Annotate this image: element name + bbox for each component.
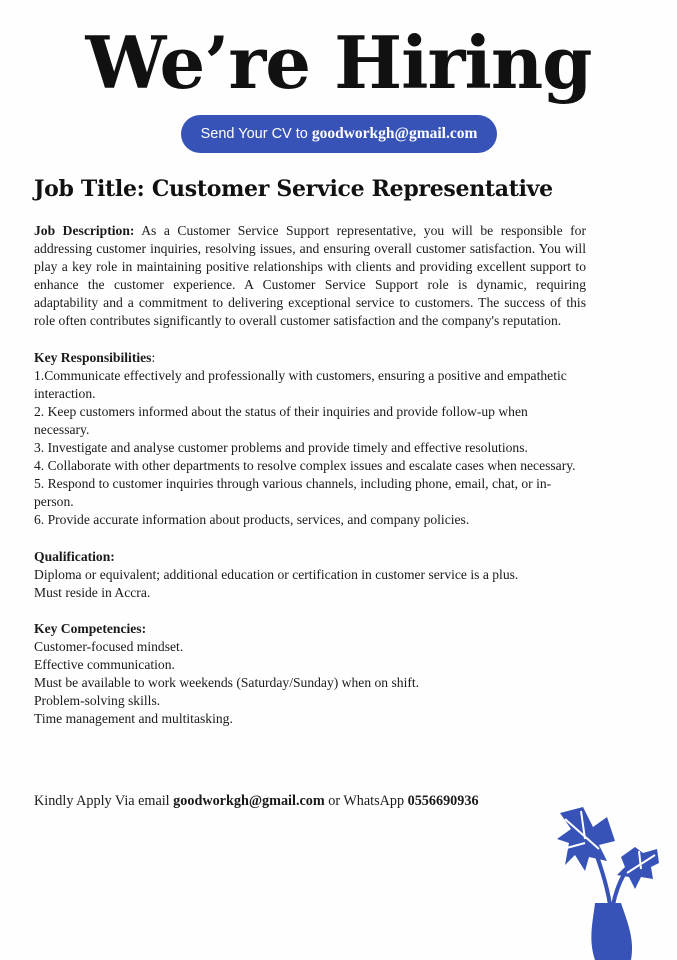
- apply-email[interactable]: goodworkgh@gmail.com: [173, 793, 325, 809]
- flyer-body: [34, 222, 586, 728]
- responsibility-item: 5. Respond to customer inquiries through various channels, including phone, email, chat, or in-person.: [34, 476, 552, 510]
- responsibility-item: 1.Communicate effectively and professionally with customers, ensuring a positive and empathetic interaction.: [34, 367, 567, 401]
- qualification-heading: Qualification:: [34, 548, 115, 564]
- cv-banner-email[interactable]: goodworkgh@gmail.com: [311, 125, 478, 142]
- qualification-line: Diploma or equivalent; additional education or certification in customer service is a plus.: [34, 566, 519, 582]
- cv-banner-prefix: Send Your CV to: [200, 126, 308, 142]
- responsibilities-section: [34, 349, 586, 530]
- responsibility-item: 6. Provide accurate information about products, services, and company policies.: [34, 512, 470, 528]
- responsibility-item: 4. Collaborate with other departments to resolve complex issues and escalate cases when necessary.: [34, 458, 576, 474]
- headline: We’re Hiring: [85, 20, 592, 105]
- cv-banner: [181, 115, 497, 153]
- competency-item: Time management and multitasking.: [34, 711, 233, 727]
- job-description: [34, 222, 586, 331]
- job-description-label: Job Description:: [34, 223, 135, 238]
- job-description-text: As a Customer Service Support representative, you will be responsible for addressing customer inquiries, resolving issues, and ensuring overall customer satisfaction. You will play a key role in maintaining positive relationships with clients and providing excellent support to enhance the customer experience. A Customer Service Support role is dynamic, requiring adaptability and a commitment to delivering exceptional service to customers. The success of this role often contributes significantly to overall customer satisfaction and the company's reputation.: [34, 223, 586, 329]
- competency-item: Customer-focused mindset.: [34, 638, 184, 654]
- apply-line: [34, 793, 479, 810]
- responsibility-item: 2. Keep customers informed about the status of their inquiries and provide follow-up when necessary.: [34, 403, 528, 437]
- responsibility-item: 3. Investigate and analyse customer problems and provide timely and effective resolutions.: [34, 440, 528, 456]
- responsibilities-heading: Key Responsibilities:: [34, 349, 156, 365]
- apply-phone[interactable]: 0556690936: [407, 793, 479, 809]
- competency-item: Effective communication.: [34, 656, 175, 672]
- qualification-section: [34, 548, 586, 602]
- competency-item: Problem-solving skills.: [34, 693, 161, 709]
- competencies-heading: Key Competencies:: [34, 620, 147, 636]
- competency-item: Must be available to work weekends (Saturday/Sunday) when on shift.: [34, 675, 420, 691]
- potted-plant-icon: [555, 805, 665, 960]
- apply-middle: or WhatsApp: [328, 793, 405, 809]
- apply-prefix: Kindly Apply Via email: [34, 793, 170, 809]
- competencies-section: [34, 620, 586, 729]
- job-title: Job Title: Customer Service Representative: [34, 176, 553, 202]
- qualification-line: Must reside in Accra.: [34, 584, 151, 600]
